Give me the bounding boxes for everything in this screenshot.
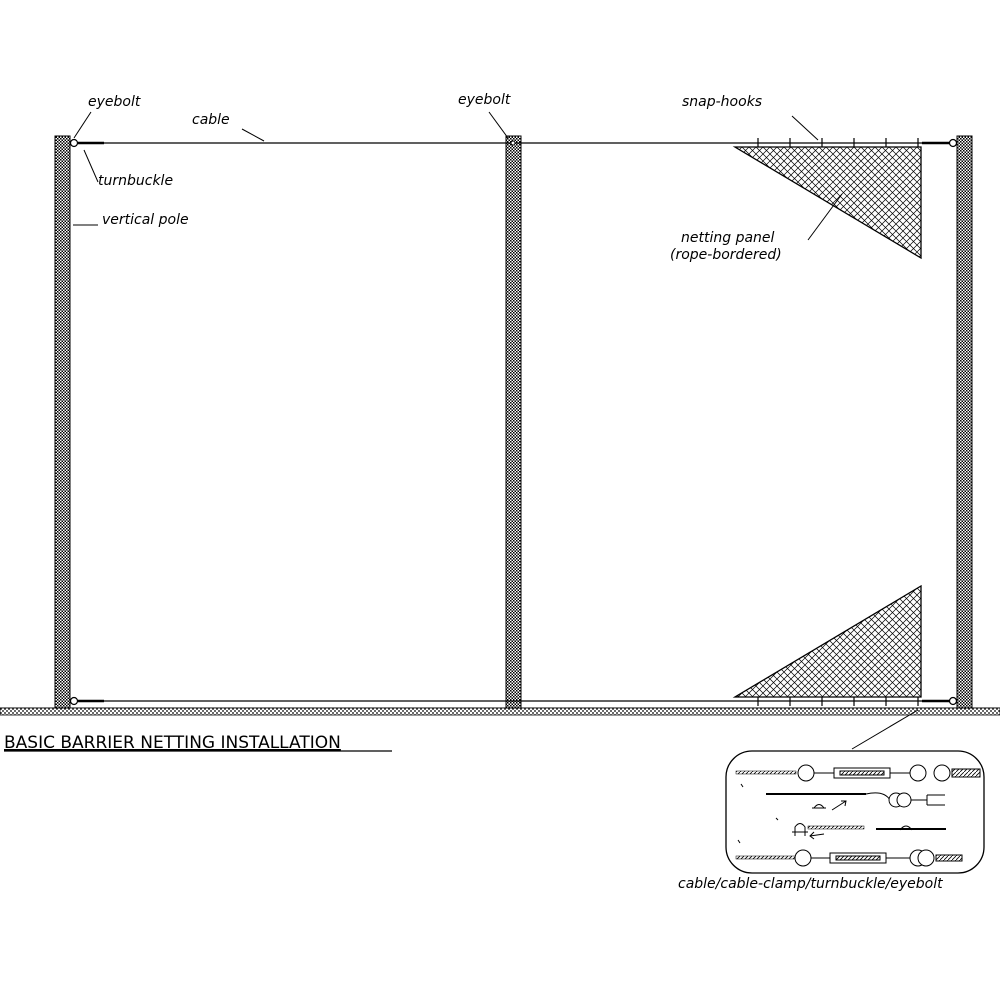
netting-panel-sublabel: (rope-bordered): [670, 247, 782, 263]
cable-label: cable: [192, 112, 230, 128]
vertical-pole-label: vertical pole: [102, 212, 189, 228]
turnbuckle-label: turnbuckle: [98, 173, 174, 189]
pole-right: [957, 136, 972, 708]
hardware-caption: cable/cable-clamp/turnbuckle/eyebolt: [678, 876, 943, 892]
pole-middle: [506, 136, 521, 708]
diagram-title: BASIC BARRIER NETTING INSTALLATION: [4, 733, 341, 753]
eyebolt-middle-label: eyebolt: [458, 92, 511, 108]
ground: [0, 708, 1000, 715]
netting-panel-bottom: [735, 586, 921, 697]
eyebolt-left-label: eyebolt: [88, 94, 141, 110]
hardware-detail-inset: [726, 751, 984, 873]
netting-panel-label: netting panel: [681, 230, 775, 246]
snap-hooks-label: snap-hooks: [682, 94, 763, 110]
leader-lines: [73, 112, 918, 749]
pole-left: [55, 136, 70, 708]
